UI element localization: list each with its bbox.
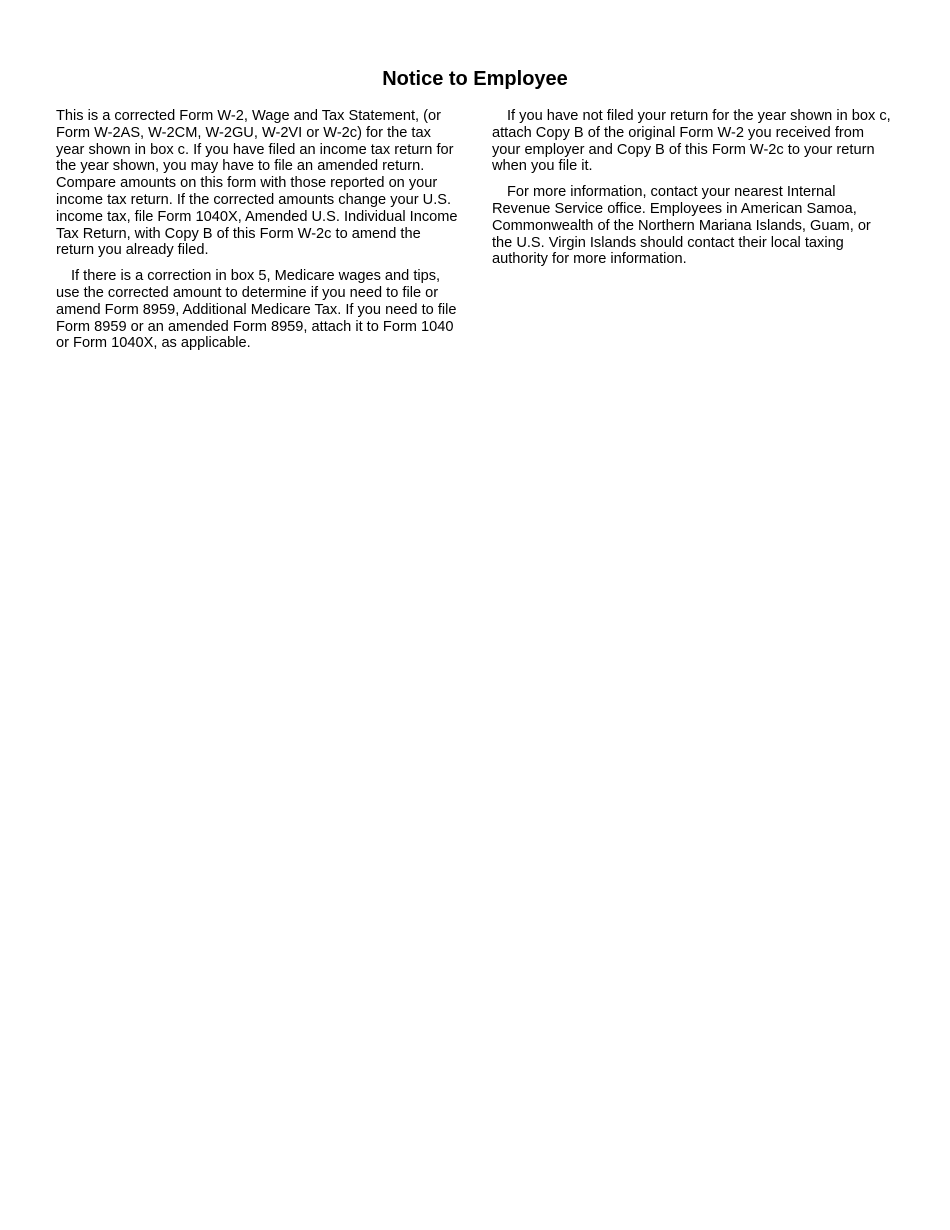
paragraph-corrected-form: This is a corrected Form W-2, Wage and Tax Statement, (or Form W-2AS, W-2CM, W-2GU, W-2VI or W-2c) for the tax year shown in box c. If you have filed an income tax return for the year shown, you may have to file an amended return. Compare amounts on this form with those reported on your income tax return. If the corrected amounts change your U.S. income tax, file Form 1040X, Amended U.S. Individual Income Tax Return, with Copy B of this Form W-2c to amend the return you already filed. [56, 108, 458, 259]
paragraph-not-filed: If you have not filed your return for the year shown in box c, attach Copy B of the original Form W-2 you received from your employer and Copy B of this Form W-2c to your return when you file it. [492, 108, 891, 175]
paragraph-medicare-correction: If there is a correction in box 5, Medicare wages and tips, use the corrected amount to determine if you need to file or amend Form 8959, Additional Medicare Tax. If you need to file Form 8959 or an amended Form 8959, attach it to Form 1040 or Form 1040X, as applicable. [56, 268, 457, 352]
left-column [56, 108, 460, 361]
paragraph-more-information: For more information, contact your nearest Internal Revenue Service office. Employees in American Samoa, Commonwealth of the Northern Mariana Islands, Guam, or the U.S. Virgin Islands should contact their local taxing authority for more information. [492, 184, 871, 268]
right-column [492, 108, 892, 277]
notice-title: Notice to Employee [382, 68, 568, 90]
